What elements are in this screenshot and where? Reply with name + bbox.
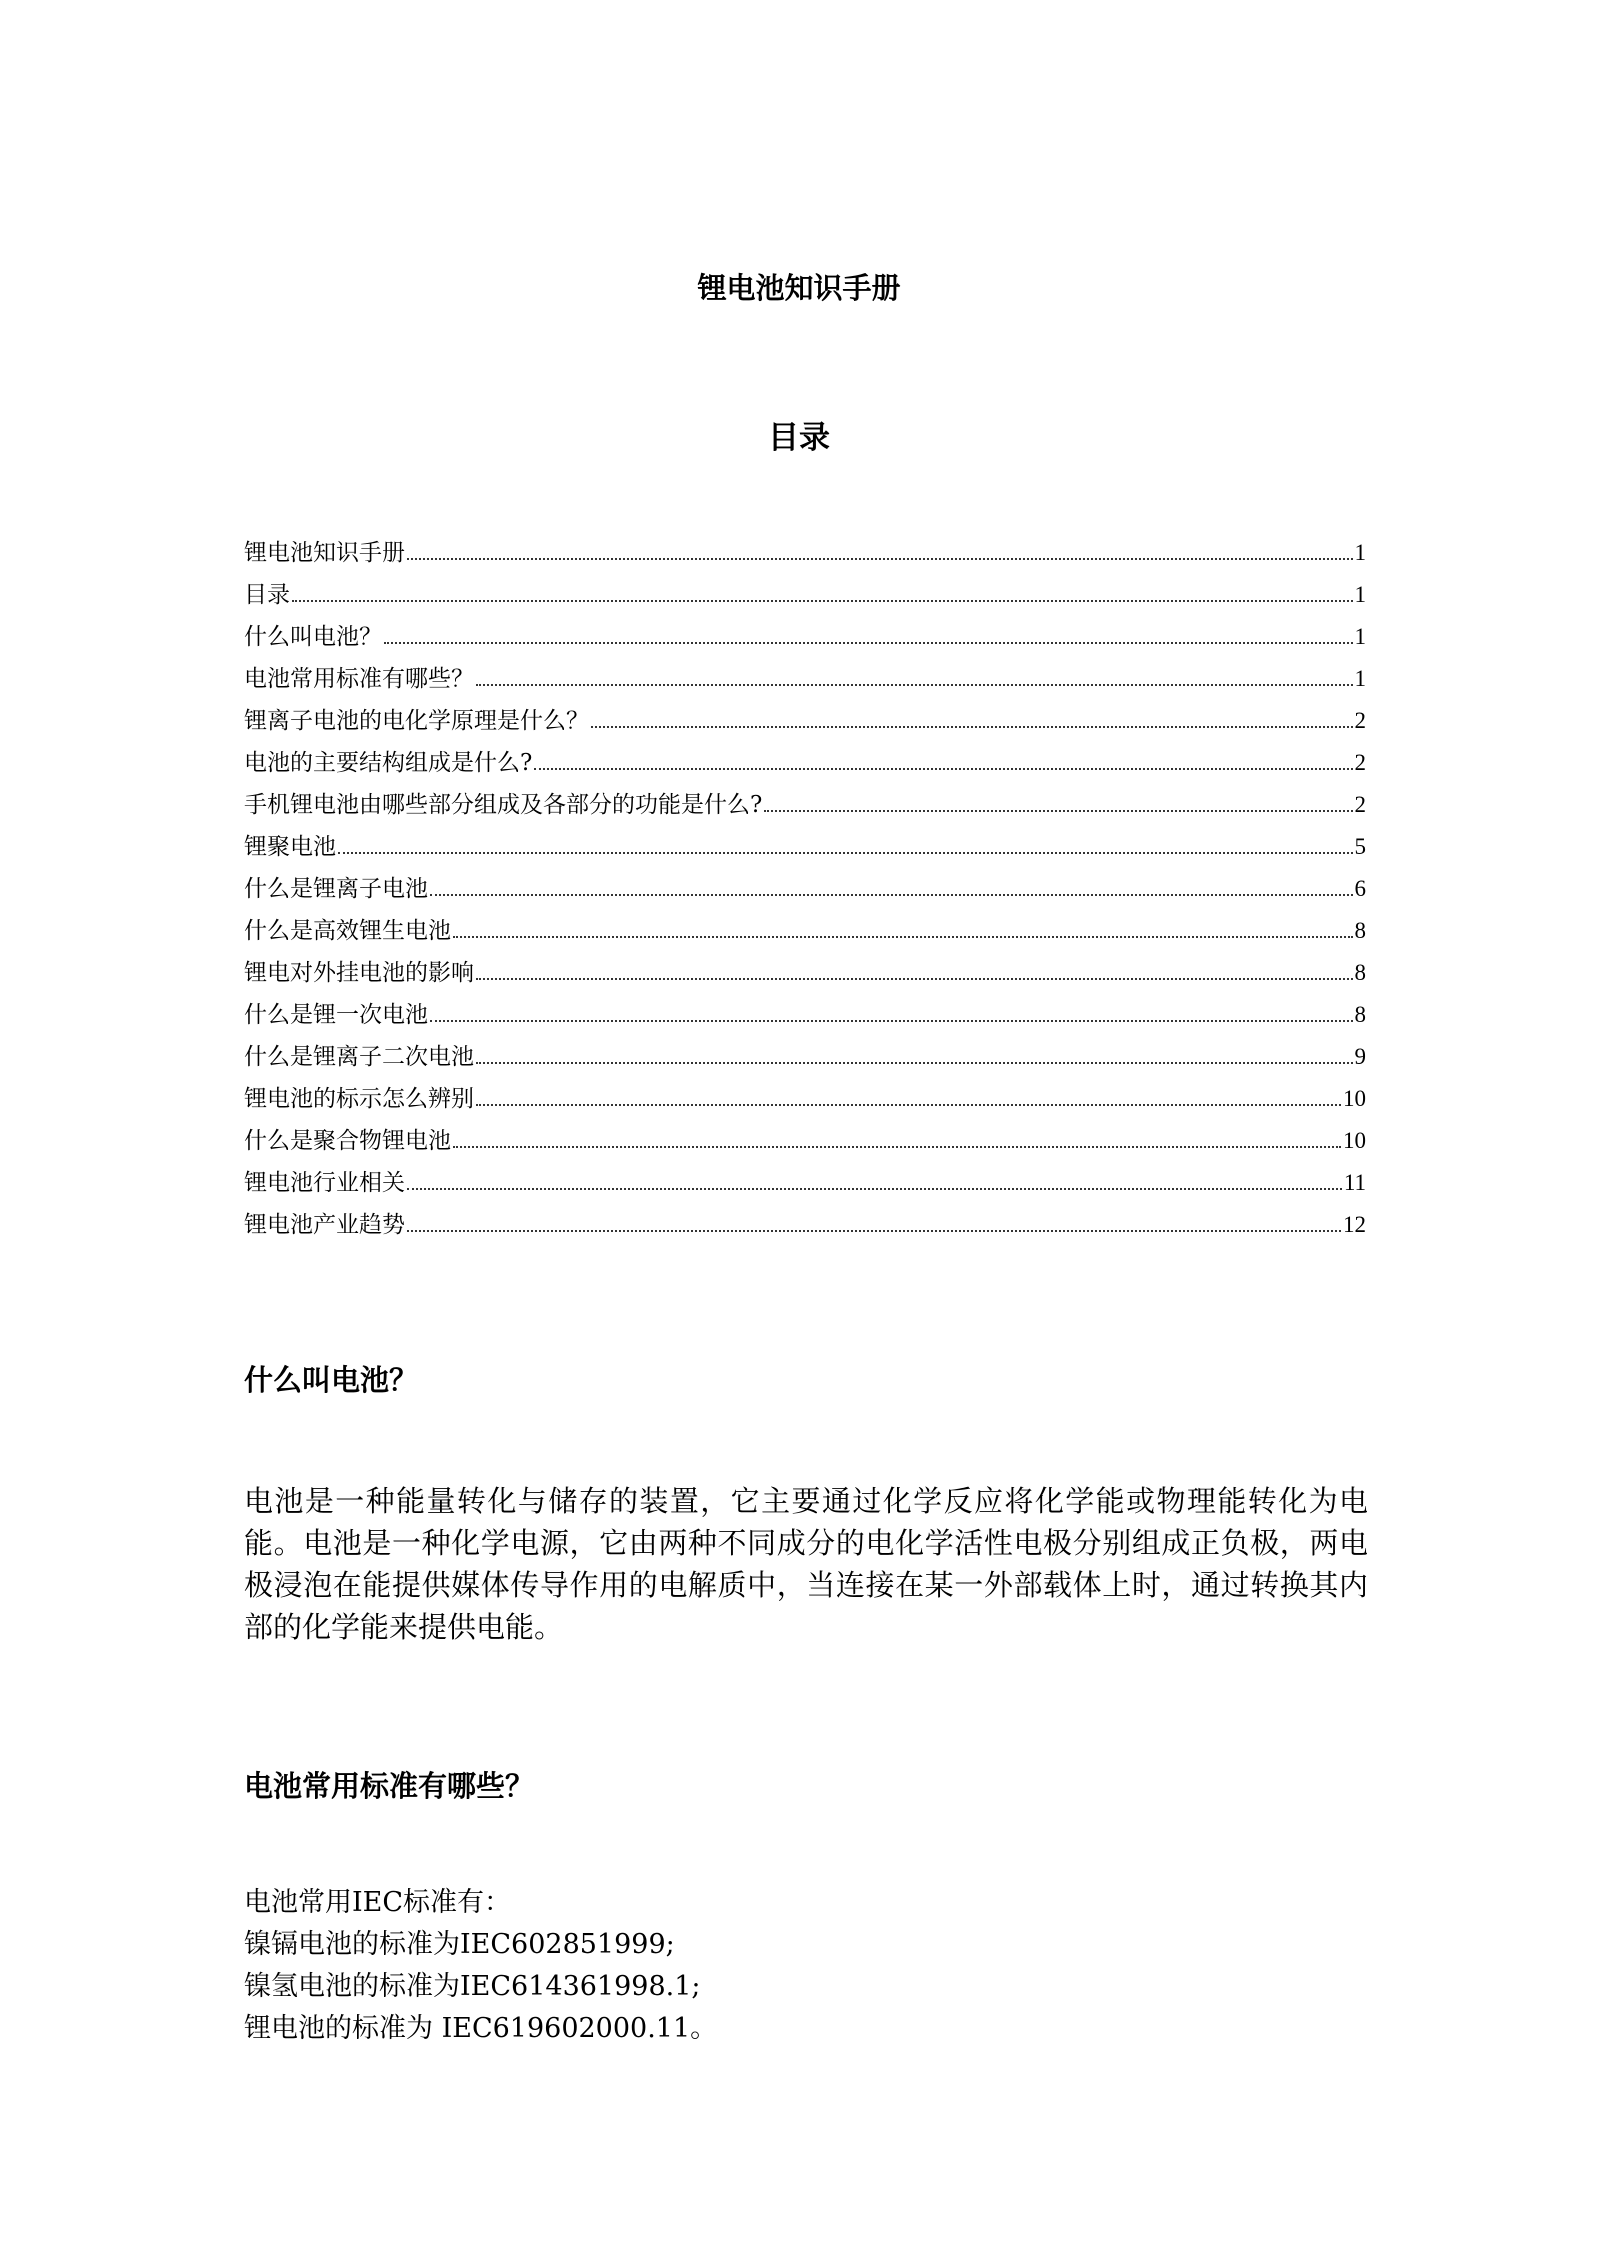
toc-entry-page-number: 1 [1354,540,1366,565]
toc-leader-dots [476,683,1353,686]
toc-entry[interactable] [244,1120,1366,1162]
toc-entry[interactable] [244,994,1366,1036]
toc-entry[interactable] [244,784,1366,826]
toc-entry[interactable] [244,826,1366,868]
toc-entry-page-number: 10 [1343,1128,1366,1153]
toc-entry-label: 什么是高效锂生电池 [244,918,451,944]
toc-entry-page-number: 1 [1354,624,1366,649]
toc-leader-dots [430,893,1353,896]
toc-entry-label: 什么是锂离子二次电池 [244,1044,474,1070]
standards-line: 镍镉电池的标准为IEC602851999; [244,1929,675,1960]
toc-entry-page-number: 2 [1354,750,1366,775]
toc-entry-page-number: 8 [1354,1002,1366,1027]
toc-leader-dots [407,1229,1341,1232]
toc-entry[interactable] [244,952,1366,994]
toc-entry-label: 什么是锂一次电池 [244,1002,428,1028]
toc-entry-page-number: 1 [1354,582,1366,607]
toc-entry-label: 锂电对外挂电池的影响 [244,960,474,986]
toc-leader-dots [591,725,1353,728]
toc-entry-page-number: 10 [1343,1086,1366,1111]
document-title: 锂电池知识手册 [697,271,901,305]
toc-entry[interactable] [244,868,1366,910]
section-body-what-is-battery: 电池是一种能量转化与储存的装置，它主要通过化学反应将化学能或物理能转化为电能。电池是一种化学电源，它由两种不同成分的电化学活性电极分别组成正负极，两电极浸泡在能提供媒体传导作用的电解质中，当连接在某一外部载体上时，通过转换其内部的化学能来提供电能。 [244,1484,1368,1644]
toc-entry[interactable] [244,658,1366,700]
toc-entry[interactable] [244,574,1366,616]
toc-leader-dots [534,767,1352,770]
toc-entry-label: 什么是锂离子电池 [244,876,428,902]
toc-entry-page-number: 2 [1354,708,1366,733]
toc-leader-dots [476,977,1353,980]
toc-entry-page-number: 8 [1354,918,1366,943]
standards-list [244,1882,1368,2050]
toc-leader-dots [453,1145,1341,1148]
toc-entry-label: 目录 [244,582,290,608]
standards-line: 镍氢电池的标准为IEC614361998.1; [244,1971,701,2002]
toc-entry-page-number: 2 [1354,792,1366,817]
toc-leader-dots [407,557,1353,560]
toc-entry-label: 什么是聚合物锂电池 [244,1128,451,1154]
toc-leader-dots [764,809,1352,812]
toc-entry[interactable] [244,1036,1366,1078]
toc-entry[interactable] [244,1162,1366,1204]
toc-entry-page-number: 11 [1343,1170,1366,1195]
toc-entry-label: 锂电池产业趋势 [244,1212,405,1238]
toc-entry[interactable] [244,1078,1366,1120]
toc-entry-label: 锂电池行业相关 [244,1170,405,1196]
toc-entry-label: 锂电池知识手册 [244,540,405,566]
toc-entry[interactable] [244,532,1366,574]
standards-line: 电池常用IEC标准有： [244,1887,512,1918]
toc-entry-page-number: 6 [1354,876,1366,901]
toc-entry-label: 电池常用标准有哪些？ [244,666,474,692]
toc-heading: 目录 [768,420,830,456]
toc-leader-dots [338,851,1353,854]
toc-entry-page-number: 9 [1354,1044,1366,1069]
toc-entry-label: 什么叫电池？ [244,624,382,650]
toc-entry-label: 锂离子电池的电化学原理是什么？ [244,708,589,734]
toc-leader-dots [476,1103,1341,1106]
toc-entry[interactable] [244,742,1366,784]
toc-entry[interactable] [244,1204,1366,1246]
toc-leader-dots [384,641,1353,644]
toc-leader-dots [453,935,1353,938]
toc-entry-page-number: 8 [1354,960,1366,985]
toc-entry[interactable] [244,910,1366,952]
toc-entry-label: 锂聚电池 [244,834,336,860]
toc-leader-dots [407,1187,1342,1190]
section-heading-battery-standards: 电池常用标准有哪些？ [244,1769,535,1803]
standards-line: 锂电池的标准为 IEC619602000.11。 [244,2013,718,2044]
toc-entry-label: 锂电池的标示怎么辨别 [244,1086,474,1112]
toc-entry[interactable] [244,700,1366,742]
section-heading-what-is-battery: 什么叫电池？ [244,1363,419,1397]
toc-entry-label: 电池的主要结构组成是什么? [244,750,533,776]
toc-entry[interactable] [244,616,1366,658]
toc-entry-page-number: 1 [1354,666,1366,691]
toc-leader-dots [476,1061,1353,1064]
toc-leader-dots [292,599,1353,602]
toc-entry-label: 手机锂电池由哪些部分组成及各部分的功能是什么? [244,792,763,818]
table-of-contents [244,532,1366,1246]
toc-entry-page-number: 12 [1343,1212,1366,1237]
toc-leader-dots [430,1019,1353,1022]
toc-entry-page-number: 5 [1354,834,1366,859]
